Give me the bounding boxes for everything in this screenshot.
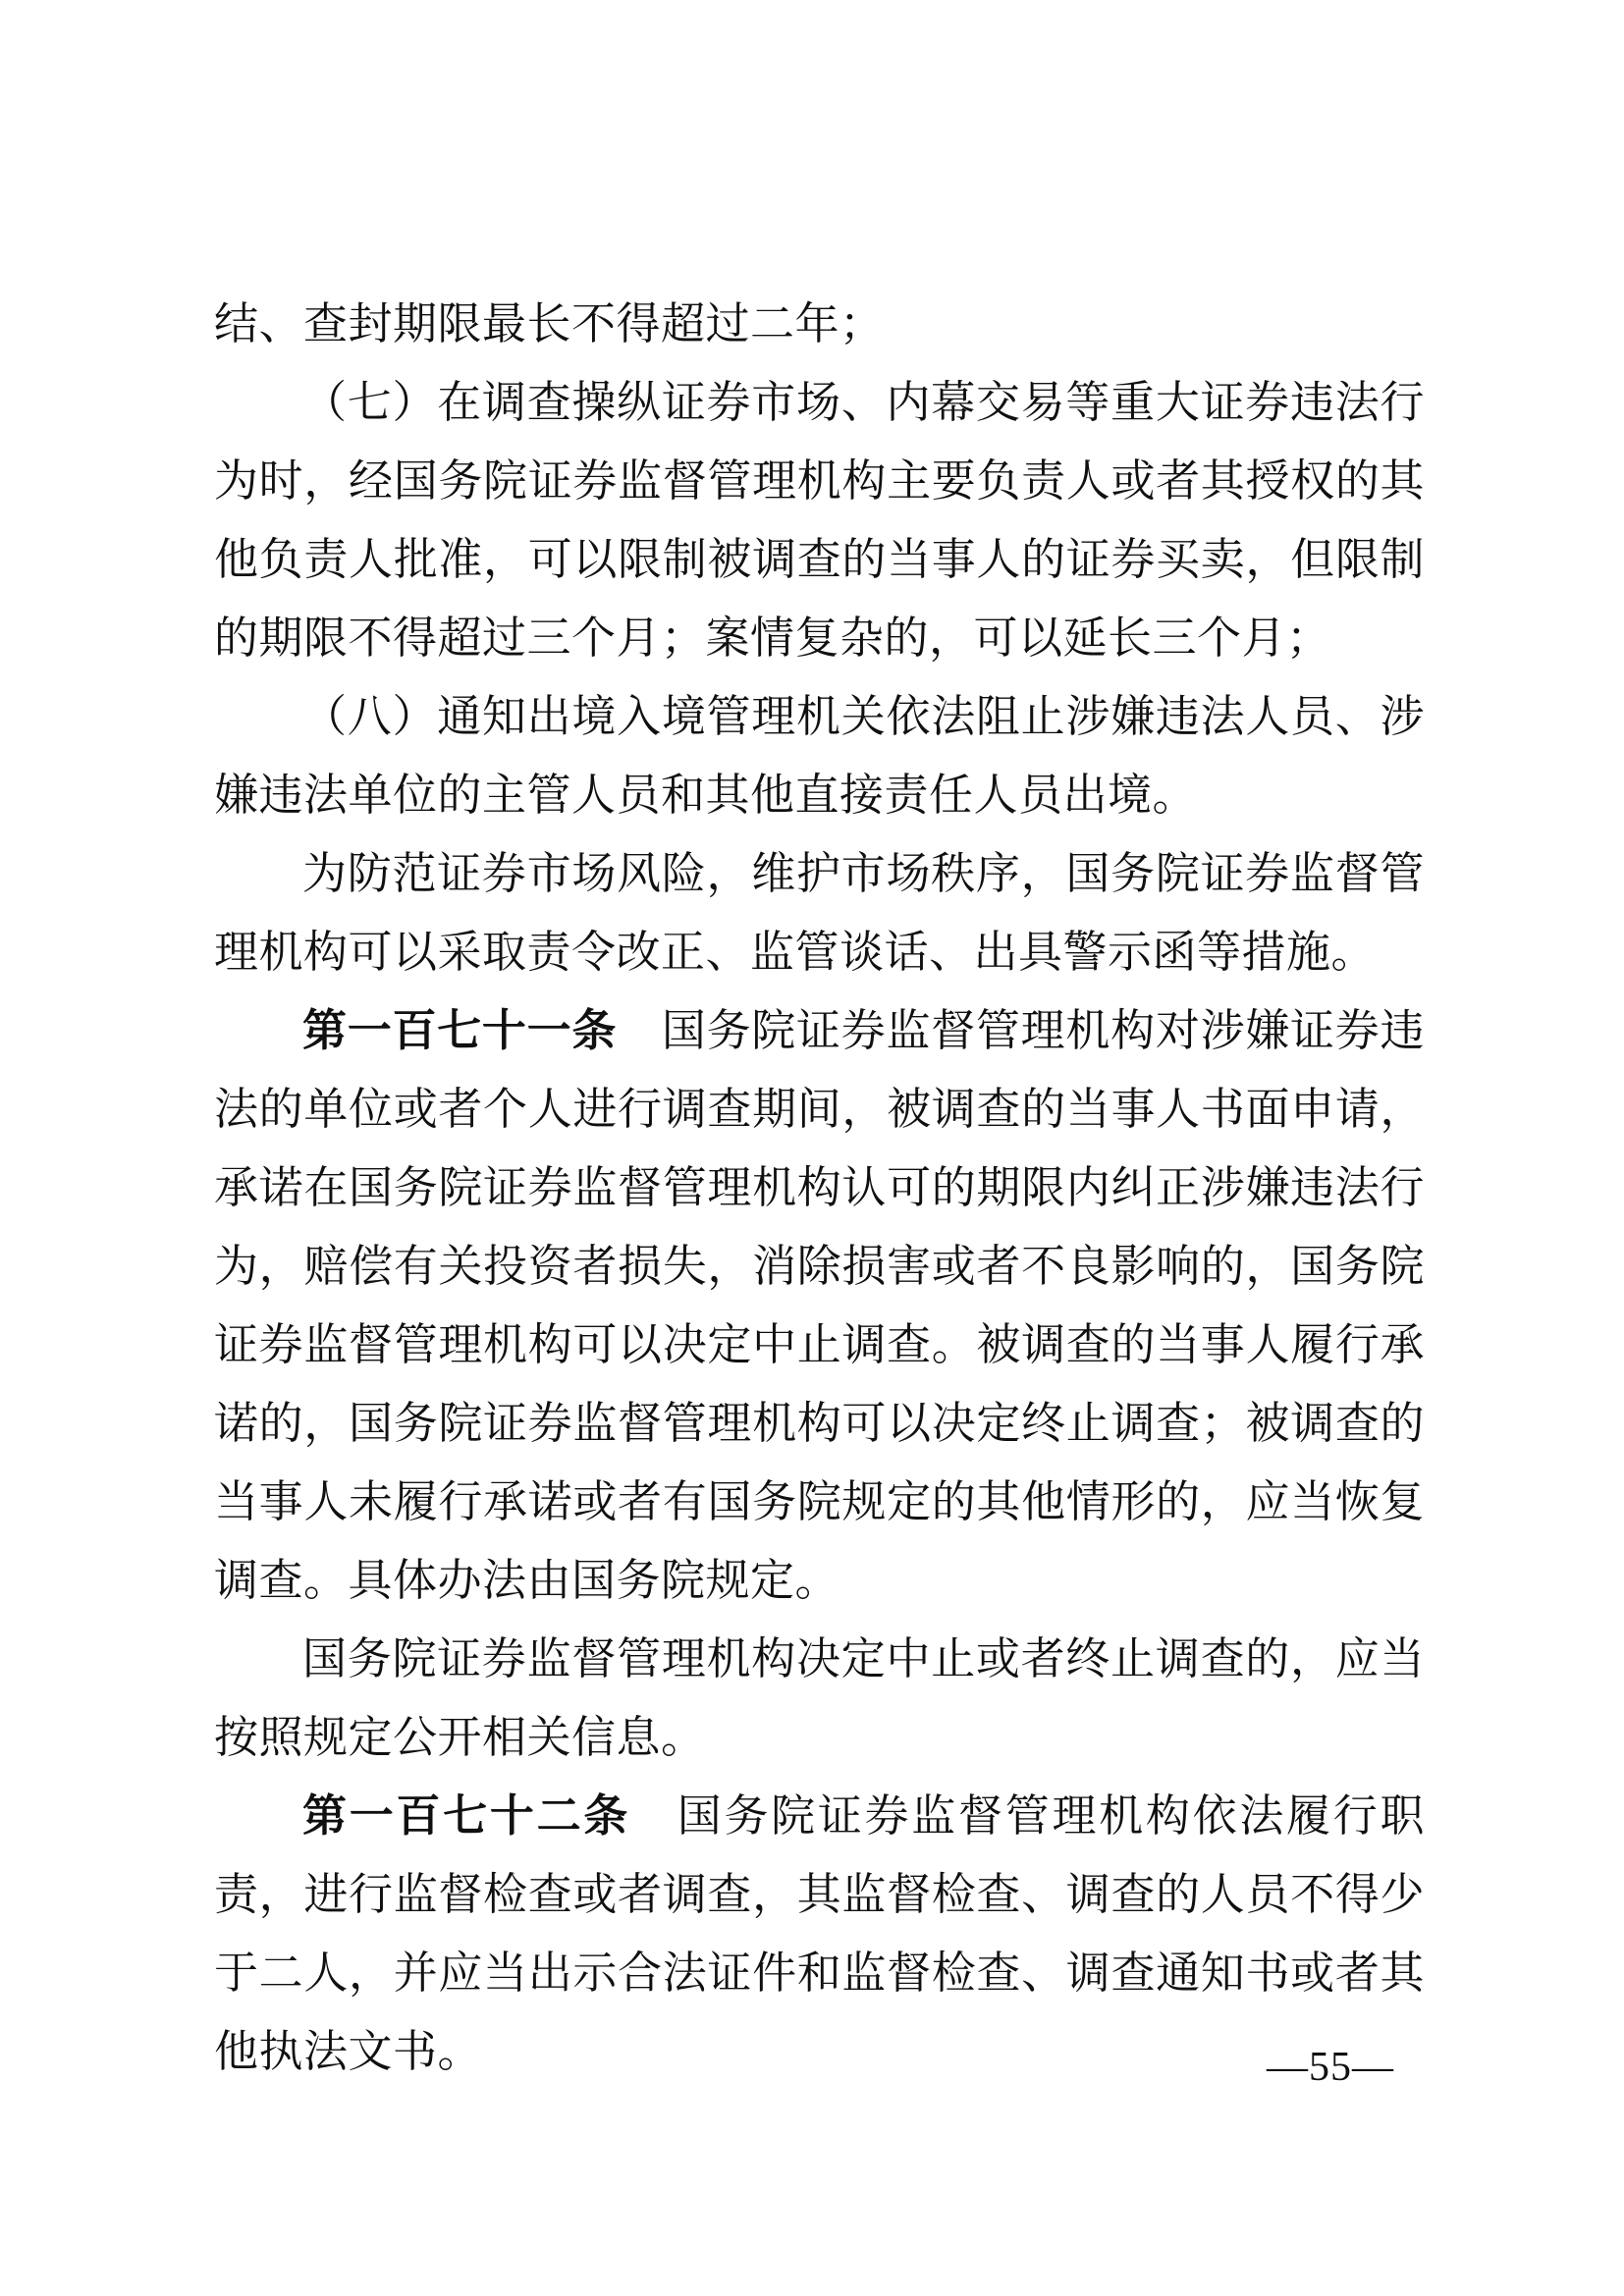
paragraph: [214, 285, 1425, 363]
document-body: [214, 285, 1425, 2091]
paragraph: [214, 1620, 1425, 1777]
paragraph-text: 为防范证券市场风险，维护市场秩序，国务院证券监督管理机构可以采取责令改正、监管谈话、出具警示函等措施。: [214, 849, 1425, 977]
paragraph: [214, 834, 1425, 991]
paragraph-text: 国务院证券监督管理机构决定中止或者终止调查的，应当按照规定公开相关信息。: [214, 1634, 1425, 1762]
article-number: 第一百七十二条: [302, 1790, 631, 1841]
paragraph-text: （八）通知出境入境管理机关依法阻止涉嫌违法人员、涉嫌违法单位的主管人员和其他直接责任人员出境。: [214, 692, 1425, 820]
paragraph-text: （七）在调查操纵证券市场、内幕交易等重大证券违法行为时，经国务院证券监督管理机构主要负责人或者其授权的其他负责人批准，可以限制被调查的当事人的证券买卖，但限制的期限不得超过三个月；案情复杂的，可以延长三个月；: [214, 378, 1425, 663]
paragraph: [214, 991, 1425, 1620]
paragraph-text: 结、查封期限最长不得超过二年；: [214, 299, 885, 348]
paragraph: [214, 1777, 1425, 2091]
paragraph: [214, 677, 1425, 834]
paragraph-text: 国务院证券监督管理机构对涉嫌证券违法的单位或者个人进行调查期间，被调查的当事人书面申请，承诺在国务院证券监督管理机构认可的期限内纠正涉嫌违法行为，赔偿有关投资者损失，消除损害或者不良影响的，国务院证券监督管理机构可以决定中止调查。被调查的当事人履行承诺的，国务院证券监督管理机构可以决定终止调查；被调查的当事人未履行承诺或者有国务院规定的其他情形的，应当恢复调查。具体办法由国务院规定。: [214, 1006, 1425, 1605]
article-number: 第一百七十一条: [302, 1005, 618, 1055]
page-number: —55—: [1267, 2045, 1394, 2090]
paragraph: [214, 363, 1425, 677]
paragraph-text: 国务院证券监督管理机构依法履行职责，进行监督检查或者调查，其监督检查、调查的人员不得少于二人，并应当出示合法证件和监督检查、调查通知书或者其他执法文书。: [214, 1791, 1425, 2076]
